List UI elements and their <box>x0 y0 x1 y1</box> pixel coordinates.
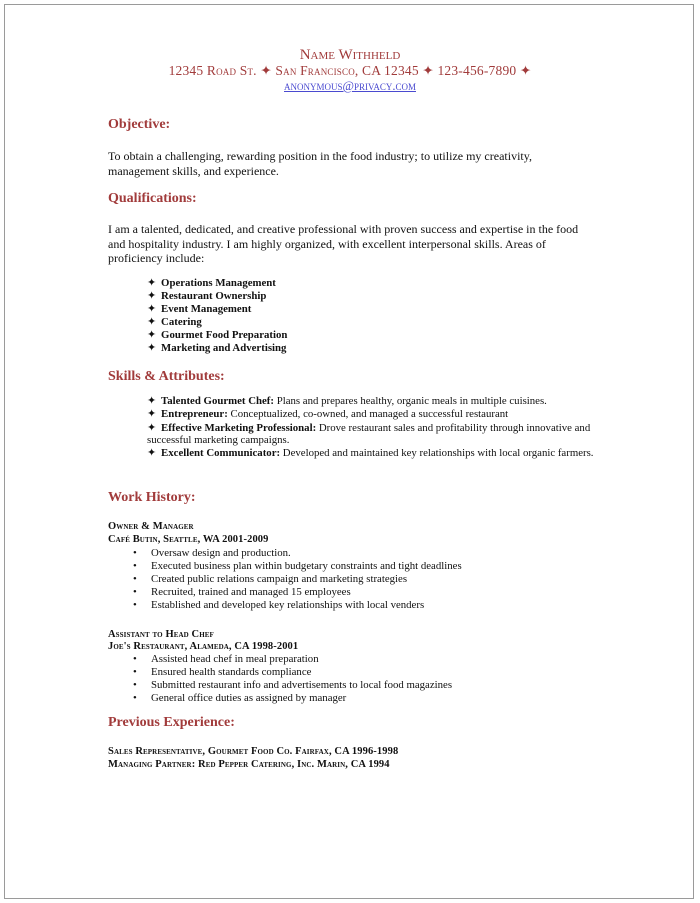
job-title: Assistant to Head Chef <box>108 629 214 640</box>
contact-address: 12345 Road St. ✦ San Francisco, CA 12345 ✦ 123-456-7890 ✦ <box>168 63 532 78</box>
skill-title: Entrepreneur: <box>161 408 228 421</box>
job-duty: • Submitted restaurant info and advertisements to local food magazines <box>130 679 550 692</box>
contact-email-link[interactable]: anonymous@privacy.com <box>284 79 416 93</box>
skill-item <box>147 396 597 408</box>
previous-position: Managing Partner: Red Pepper Catering, Inc. Marin, CA 1994 <box>108 759 390 770</box>
skills-list <box>147 396 597 461</box>
skills-heading: Skills & Attributes: <box>108 369 225 384</box>
skill-text: Developed and maintained key relationships with local organic farmers. <box>280 446 594 459</box>
proficiency-item: ✦ Gourmet Food Preparation <box>147 329 597 342</box>
previous-experience-heading: Previous Experience: <box>108 715 235 730</box>
proficiency-item: ✦ Catering <box>147 316 597 329</box>
proficiency-item: ✦ Marketing and Advertising <box>147 342 597 355</box>
qualifications-text: I am a talented, dedicated, and creative professional with proven success and expertise in the food and hospitality industry. I am highly organized, with excellent interpersonal skills. Areas of proficiency include: <box>108 222 579 265</box>
skill-title: Excellent Communicator: <box>161 446 281 459</box>
job-duty: • Oversaw design and production. <box>130 547 550 560</box>
skill-item <box>147 448 597 460</box>
qualifications-heading: Qualifications: <box>108 191 197 206</box>
job-duty: • Executed business plan within budgetary constraints and tight deadlines <box>130 560 550 573</box>
job-company: Joe's Restaurant, Alameda, CA 1998-2001 <box>108 641 299 652</box>
resume-header <box>5 47 695 93</box>
skill-title: Effective Marketing Professional: <box>161 421 317 434</box>
skill-text: Conceptualized, co-owned, and managed a successful restaurant <box>227 408 509 421</box>
work-history-heading: Work History: <box>108 490 196 505</box>
skill-text: Drove restaurant sales and profitability through innovative and successful marketing campaigns. <box>147 421 591 446</box>
job-duties-list <box>130 547 550 612</box>
job-duties-list <box>130 653 550 705</box>
job-duty: • Assisted head chef in meal preparation <box>130 653 550 666</box>
objective-heading: Objective: <box>108 117 171 132</box>
skill-item <box>147 409 597 421</box>
job-duty: • Established and developed key relationships with local venders <box>130 599 550 612</box>
previous-position: Sales Representative, Gourmet Food Co. Fairfax, CA 1996-1998 <box>108 746 399 757</box>
job-duty: • Recruited, trained and managed 15 employees <box>130 586 550 599</box>
proficiency-item: ✦ Event Management <box>147 303 597 316</box>
resume-page <box>4 4 694 899</box>
job-company: Café Butin, Seattle, WA 2001-2009 <box>108 534 269 545</box>
skill-title: Talented Gourmet Chef: <box>161 395 275 407</box>
skill-text: Plans and prepares healthy, organic meals in multiple cuisines. <box>274 395 547 407</box>
job-duty: • General office duties as assigned by manager <box>130 692 550 705</box>
job-title: Owner & Manager <box>108 521 194 532</box>
proficiency-item: ✦ Restaurant Ownership <box>147 290 597 303</box>
objective-text: To obtain a challenging, rewarding position in the food industry; to utilize my creativity, management skills, and experience. <box>108 149 532 178</box>
job-duty: • Created public relations campaign and marketing strategies <box>130 573 550 586</box>
job-duty: • Ensured health standards compliance <box>130 666 550 679</box>
skill-item <box>147 423 597 447</box>
proficiency-item: ✦ Operations Management <box>147 277 597 290</box>
proficiency-list <box>147 277 597 355</box>
candidate-name: Name Withheld <box>299 47 401 63</box>
